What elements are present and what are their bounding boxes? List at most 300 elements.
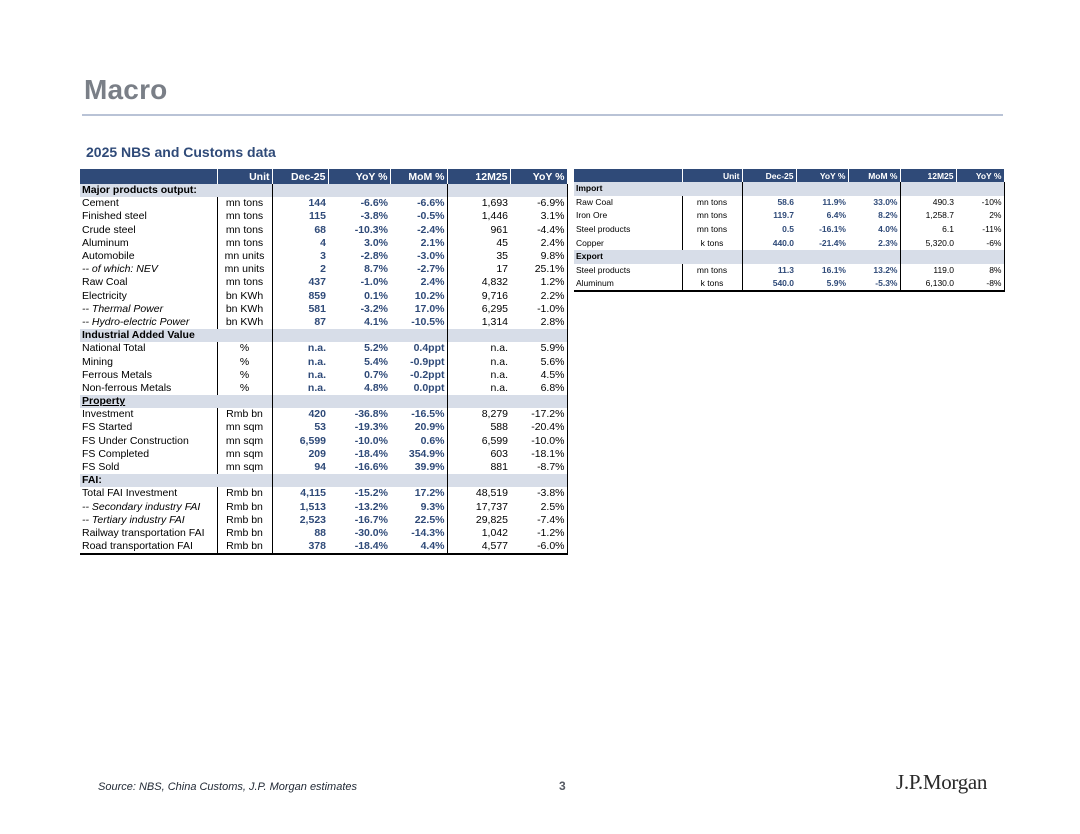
cell-yoy12: 5.6% bbox=[510, 355, 567, 368]
cell-dec: 2,523 bbox=[272, 514, 328, 527]
page-number: 3 bbox=[559, 779, 566, 793]
cell-unit: mn units bbox=[217, 263, 272, 276]
cell-yoy12: 2% bbox=[956, 209, 1004, 223]
table-row bbox=[80, 316, 567, 329]
table-row bbox=[80, 224, 567, 237]
cell-yoy: -2.8% bbox=[360, 250, 388, 263]
cell-yoy12: -6% bbox=[956, 236, 1004, 250]
section-header-row bbox=[574, 250, 1004, 264]
section-title: Industrial Added Value bbox=[80, 329, 272, 342]
header-cell: YoY % bbox=[796, 169, 848, 182]
cell-yoy12: -3.8% bbox=[510, 487, 567, 500]
cell-yoy12: -10% bbox=[956, 196, 1004, 210]
header-cell: Unit bbox=[682, 169, 742, 182]
cell-m12: 490.3 bbox=[900, 196, 956, 210]
section-fill-cell bbox=[742, 250, 796, 264]
cell-m12: 9,716 bbox=[447, 290, 510, 303]
cell-dec: 440.0 bbox=[742, 236, 796, 250]
table-row bbox=[80, 487, 567, 500]
cell-name: Railway transportation FAI bbox=[80, 527, 217, 540]
cell-dec: 378 bbox=[272, 540, 328, 554]
cell-yoy12: 2.8% bbox=[510, 316, 567, 329]
cell-yoy12: 1.2% bbox=[510, 276, 567, 289]
cell-unit: mn tons bbox=[217, 276, 272, 289]
cell-unit: mn tons bbox=[682, 209, 742, 223]
cell-name: Total FAI Investment bbox=[80, 487, 217, 500]
table-row bbox=[574, 264, 1004, 278]
section-fill-cell bbox=[272, 395, 328, 408]
cell-m12: 1,258.7 bbox=[900, 209, 956, 223]
section-fill-cell bbox=[328, 184, 390, 197]
cell-m12: n.a. bbox=[447, 382, 510, 395]
cell-m12: 881 bbox=[447, 461, 510, 474]
section-fill-cell bbox=[848, 250, 900, 264]
section-fill-cell bbox=[447, 395, 510, 408]
cell-yoy: -16.7% bbox=[354, 513, 388, 526]
cell-dec: 6,599 bbox=[272, 435, 328, 448]
cell-unit: Rmb bn bbox=[217, 527, 272, 540]
cell-name: FS Under Construction bbox=[80, 435, 217, 448]
cell-mom: 10.2% bbox=[390, 290, 447, 303]
cell-dec: n.a. bbox=[272, 342, 328, 355]
section-header-row bbox=[80, 329, 567, 342]
section-title: Major products output: bbox=[80, 184, 272, 197]
table-row bbox=[574, 196, 1004, 210]
cell-mom: 13.2% bbox=[848, 264, 900, 278]
source-note: Source: NBS, China Customs, J.P. Morgan estimates bbox=[98, 781, 358, 793]
cell-mom: 17.2% bbox=[390, 487, 447, 500]
cell-m12: 119.0 bbox=[900, 264, 956, 278]
table-body bbox=[574, 182, 1004, 291]
section-fill-cell bbox=[390, 329, 447, 342]
cell-name: Iron Ore bbox=[574, 209, 682, 223]
cell-m12: 588 bbox=[447, 421, 510, 434]
cell-dec: 0.5 bbox=[742, 223, 796, 237]
table-body bbox=[80, 184, 567, 554]
cell-unit: Rmb bn bbox=[217, 540, 272, 554]
cell-mom: -6.6% bbox=[390, 197, 447, 210]
cell-name: Automobile bbox=[80, 250, 217, 263]
cell-m12: 4,832 bbox=[447, 276, 510, 289]
cell-mom: -14.3% bbox=[390, 527, 447, 540]
header-cell: MoM % bbox=[390, 169, 447, 184]
cell-unit: mn tons bbox=[217, 237, 272, 250]
table-row bbox=[80, 237, 567, 250]
section-fill-cell bbox=[900, 182, 956, 196]
cell-dec: n.a. bbox=[272, 369, 328, 382]
cell-yoy: -16.1% bbox=[819, 224, 846, 235]
section-subtitle: 2025 NBS and Customs data bbox=[86, 144, 276, 160]
cell-dec: 1,513 bbox=[272, 501, 328, 514]
table-row bbox=[80, 276, 567, 289]
cell-yoy: -6.6% bbox=[360, 197, 388, 210]
cell-mom: 2.4% bbox=[390, 276, 447, 289]
cell-yoy: -15.2% bbox=[354, 487, 388, 500]
header-cell: YoY % bbox=[510, 169, 567, 184]
section-fill-cell bbox=[796, 250, 848, 264]
page-title: Macro bbox=[84, 74, 168, 105]
cell-m12: 6,130.0 bbox=[900, 277, 956, 291]
cell-yoy: -13.2% bbox=[354, 500, 388, 513]
section-fill-cell bbox=[900, 250, 956, 264]
cell-yoy: 4.1% bbox=[364, 315, 388, 328]
cell-m12: 1,693 bbox=[447, 197, 510, 210]
cell-mom: 8.2% bbox=[848, 209, 900, 223]
cell-mom: -0.5% bbox=[390, 210, 447, 223]
cell-yoy12: -8% bbox=[956, 277, 1004, 291]
nbs-data-table bbox=[80, 169, 568, 555]
cell-unit: mn sqm bbox=[217, 461, 272, 474]
section-title: Import bbox=[574, 182, 742, 196]
cell-yoy: -3.2% bbox=[360, 302, 388, 315]
cell-yoy: 5.4% bbox=[364, 355, 388, 368]
cell-m12: n.a. bbox=[447, 369, 510, 382]
jpmorgan-logo: J.P.Morgan bbox=[896, 770, 988, 794]
cell-m12: 8,279 bbox=[447, 408, 510, 421]
cell-dec: 11.3 bbox=[742, 264, 796, 278]
cell-unit: bn KWh bbox=[217, 290, 272, 303]
cell-name: Crude steel bbox=[80, 224, 217, 237]
cell-unit: mn tons bbox=[217, 197, 272, 210]
section-fill-cell bbox=[390, 474, 447, 487]
cell-unit: mn units bbox=[217, 250, 272, 263]
cell-yoy: -36.8% bbox=[354, 408, 388, 421]
cell-name: Aluminum bbox=[80, 237, 217, 250]
cell-dec: n.a. bbox=[272, 355, 328, 368]
table-row bbox=[574, 209, 1004, 223]
cell-unit: mn sqm bbox=[217, 421, 272, 434]
table-row bbox=[80, 303, 567, 316]
cell-mom: 4.4% bbox=[390, 540, 447, 554]
cell-yoy12: -6.0% bbox=[510, 540, 567, 554]
cell-dec: 94 bbox=[272, 461, 328, 474]
cell-m12: 603 bbox=[447, 448, 510, 461]
cell-yoy: -18.4% bbox=[328, 540, 390, 554]
header-cell bbox=[574, 169, 682, 182]
cell-mom: -10.5% bbox=[390, 316, 447, 329]
table-row bbox=[80, 250, 567, 263]
cell-yoy: -3.8% bbox=[360, 210, 388, 223]
cell-unit: mn tons bbox=[217, 224, 272, 237]
cell-dec: 87 bbox=[272, 316, 328, 329]
section-fill-cell bbox=[447, 329, 510, 342]
cell-m12: 45 bbox=[447, 237, 510, 250]
section-fill-cell bbox=[956, 182, 1004, 196]
cell-yoy: -21.4% bbox=[819, 237, 846, 248]
cell-unit: bn KWh bbox=[217, 316, 272, 329]
section-fill-cell bbox=[447, 474, 510, 487]
cell-m12: n.a. bbox=[447, 342, 510, 355]
cell-dec: 53 bbox=[272, 421, 328, 434]
cell-name: -- Tertiary industry FAI bbox=[80, 514, 217, 527]
header-cell: YoY % bbox=[328, 169, 390, 184]
cell-name: Copper bbox=[574, 236, 682, 250]
cell-yoy: -10.3% bbox=[354, 223, 388, 236]
cell-mom: -0.2ppt bbox=[390, 369, 447, 382]
cell-dec: 119.7 bbox=[742, 209, 796, 223]
section-fill-cell bbox=[848, 182, 900, 196]
cell-m12: 29,825 bbox=[447, 514, 510, 527]
cell-unit: Rmb bn bbox=[217, 487, 272, 500]
cell-name: -- of which: NEV bbox=[80, 263, 217, 276]
cell-dec: 144 bbox=[272, 197, 328, 210]
cell-yoy12: 8% bbox=[956, 264, 1004, 278]
cell-name: Steel products bbox=[574, 223, 682, 237]
table-row bbox=[80, 408, 567, 421]
table-row bbox=[80, 355, 567, 368]
cell-dec: 437 bbox=[272, 276, 328, 289]
cell-name: -- Thermal Power bbox=[80, 303, 217, 316]
header-cell: Dec-25 bbox=[742, 169, 796, 182]
cell-unit: bn KWh bbox=[217, 303, 272, 316]
cell-yoy: 4.8% bbox=[364, 381, 388, 394]
section-header-row bbox=[80, 184, 567, 197]
cell-yoy: 16.1% bbox=[821, 264, 846, 275]
cell-m12: 5,320.0 bbox=[900, 236, 956, 250]
section-fill-cell bbox=[742, 182, 796, 196]
section-title: FAI: bbox=[80, 474, 272, 487]
cell-mom: 0.4ppt bbox=[390, 342, 447, 355]
cell-mom: 354.9% bbox=[390, 448, 447, 461]
section-fill-cell bbox=[272, 329, 328, 342]
table-row bbox=[80, 448, 567, 461]
cell-name: -- Secondary industry FAI bbox=[80, 501, 217, 514]
cell-m12: 1,446 bbox=[447, 210, 510, 223]
cell-yoy12: -8.7% bbox=[510, 461, 567, 474]
section-fill-cell bbox=[510, 184, 567, 197]
section-title: Export bbox=[574, 250, 742, 264]
section-fill-cell bbox=[328, 474, 390, 487]
cell-name: Steel products bbox=[574, 264, 682, 278]
cell-m12: 17 bbox=[447, 263, 510, 276]
cell-unit: % bbox=[217, 369, 272, 382]
cell-name: FS Started bbox=[80, 421, 217, 434]
section-fill-cell bbox=[447, 184, 510, 197]
cell-yoy: 0.7% bbox=[364, 368, 388, 381]
table-row bbox=[574, 236, 1004, 250]
cell-dec: 88 bbox=[272, 527, 328, 540]
cell-mom: 33.0% bbox=[848, 196, 900, 210]
cell-dec: 2 bbox=[272, 263, 328, 276]
cell-m12: 1,314 bbox=[447, 316, 510, 329]
cell-yoy12: -17.2% bbox=[510, 408, 567, 421]
cell-m12: n.a. bbox=[447, 355, 510, 368]
cell-mom: -3.0% bbox=[390, 250, 447, 263]
cell-mom: 0.0ppt bbox=[390, 382, 447, 395]
section-fill-cell bbox=[272, 184, 328, 197]
cell-yoy12: -20.4% bbox=[510, 421, 567, 434]
header-cell: 12M25 bbox=[447, 169, 510, 184]
cell-mom: -2.7% bbox=[390, 263, 447, 276]
cell-yoy12: -11% bbox=[956, 223, 1004, 237]
table-row bbox=[80, 382, 567, 395]
cell-mom: 22.5% bbox=[390, 514, 447, 527]
section-fill-cell bbox=[510, 395, 567, 408]
table-row bbox=[80, 514, 567, 527]
cell-name: Cement bbox=[80, 197, 217, 210]
cell-yoy12: -18.1% bbox=[510, 448, 567, 461]
cell-name: Mining bbox=[80, 355, 217, 368]
cell-unit: mn sqm bbox=[217, 435, 272, 448]
cell-mom: 17.0% bbox=[390, 303, 447, 316]
table-row bbox=[80, 263, 567, 276]
section-fill-cell bbox=[390, 395, 447, 408]
cell-name: FS Sold bbox=[80, 461, 217, 474]
section-fill-cell bbox=[390, 184, 447, 197]
cell-m12: 6.1 bbox=[900, 223, 956, 237]
section-fill-cell bbox=[510, 329, 567, 342]
cell-m12: 4,577 bbox=[447, 540, 510, 554]
cell-name: Ferrous Metals bbox=[80, 369, 217, 382]
table-row bbox=[80, 210, 567, 223]
table-row bbox=[80, 435, 567, 448]
cell-yoy12: -1.0% bbox=[510, 303, 567, 316]
header-cell: Dec-25 bbox=[272, 169, 328, 184]
table-header-row bbox=[574, 169, 1004, 182]
cell-yoy12: -6.9% bbox=[510, 197, 567, 210]
customs-data-table bbox=[574, 169, 1005, 292]
cell-unit: Rmb bn bbox=[217, 514, 272, 527]
cell-unit: k tons bbox=[682, 277, 742, 291]
cell-dec: 859 bbox=[272, 290, 328, 303]
header-cell bbox=[80, 169, 217, 184]
cell-name: Road transportation FAI bbox=[80, 540, 217, 554]
section-title: Property bbox=[80, 395, 272, 408]
cell-dec: 540.0 bbox=[742, 277, 796, 291]
cell-mom: 39.9% bbox=[390, 461, 447, 474]
cell-mom: -5.3% bbox=[848, 277, 900, 291]
cell-m12: 1,042 bbox=[447, 527, 510, 540]
cell-yoy: -30.0% bbox=[354, 526, 388, 539]
cell-yoy12: 25.1% bbox=[510, 263, 567, 276]
cell-name: Raw Coal bbox=[574, 196, 682, 210]
table-row bbox=[80, 501, 567, 514]
section-fill-cell bbox=[328, 329, 390, 342]
cell-name: Aluminum bbox=[574, 277, 682, 291]
cell-dec: 68 bbox=[272, 224, 328, 237]
cell-m12: 961 bbox=[447, 224, 510, 237]
cell-mom: 4.0% bbox=[848, 223, 900, 237]
section-fill-cell bbox=[796, 182, 848, 196]
cell-mom: 9.3% bbox=[390, 501, 447, 514]
header-cell: YoY % bbox=[956, 169, 1004, 182]
cell-yoy12: 4.5% bbox=[510, 369, 567, 382]
cell-name: Non-ferrous Metals bbox=[80, 382, 217, 395]
cell-dec: 3 bbox=[272, 250, 328, 263]
cell-yoy: 11.9% bbox=[822, 196, 846, 207]
cell-unit: mn tons bbox=[682, 264, 742, 278]
section-fill-cell bbox=[956, 250, 1004, 264]
table-row bbox=[80, 461, 567, 474]
header-cell: MoM % bbox=[848, 169, 900, 182]
cell-name: Electricity bbox=[80, 290, 217, 303]
cell-dec: 4,115 bbox=[272, 487, 328, 500]
cell-yoy12: -10.0% bbox=[510, 435, 567, 448]
cell-name: FS Completed bbox=[80, 448, 217, 461]
cell-mom: -2.4% bbox=[390, 224, 447, 237]
cell-yoy: 8.7% bbox=[364, 263, 388, 276]
cell-yoy12: 3.1% bbox=[510, 210, 567, 223]
cell-yoy: 5.9% bbox=[796, 277, 848, 291]
table-row bbox=[80, 369, 567, 382]
cell-yoy12: 6.8% bbox=[510, 382, 567, 395]
cell-m12: 35 bbox=[447, 250, 510, 263]
cell-name: -- Hydro-electric Power bbox=[80, 316, 217, 329]
cell-yoy12: -4.4% bbox=[510, 224, 567, 237]
cell-yoy12: 5.9% bbox=[510, 342, 567, 355]
table-row bbox=[80, 540, 567, 554]
cell-m12: 17,737 bbox=[447, 501, 510, 514]
cell-mom: -16.5% bbox=[390, 408, 447, 421]
cell-unit: mn sqm bbox=[217, 448, 272, 461]
cell-dec: 581 bbox=[272, 303, 328, 316]
cell-dec: 115 bbox=[272, 210, 328, 223]
cell-yoy: 6.4% bbox=[826, 210, 846, 221]
table-row bbox=[80, 197, 567, 210]
section-fill-cell bbox=[328, 395, 390, 408]
cell-yoy: -19.3% bbox=[354, 421, 388, 434]
table-row bbox=[574, 223, 1004, 237]
section-fill-cell bbox=[272, 474, 328, 487]
cell-name: Investment bbox=[80, 408, 217, 421]
cell-dec: 58.6 bbox=[742, 196, 796, 210]
cell-yoy: -10.0% bbox=[354, 434, 388, 447]
table-row bbox=[80, 527, 567, 540]
cell-unit: Rmb bn bbox=[217, 408, 272, 421]
header-cell: Unit bbox=[217, 169, 272, 184]
cell-mom: 2.3% bbox=[848, 236, 900, 250]
cell-dec: 4 bbox=[272, 237, 328, 250]
cell-dec: 209 bbox=[272, 448, 328, 461]
cell-yoy: 5.2% bbox=[364, 342, 388, 355]
header-cell: 12M25 bbox=[900, 169, 956, 182]
cell-name: Finished steel bbox=[80, 210, 217, 223]
cell-yoy12: -1.2% bbox=[510, 527, 567, 540]
cell-unit: Rmb bn bbox=[217, 501, 272, 514]
cell-unit: % bbox=[217, 342, 272, 355]
cell-yoy12: 2.5% bbox=[510, 501, 567, 514]
cell-m12: 6,295 bbox=[447, 303, 510, 316]
cell-mom: 20.9% bbox=[390, 421, 447, 434]
table-header-row bbox=[80, 169, 567, 184]
table-row bbox=[80, 290, 567, 303]
cell-unit: % bbox=[217, 382, 272, 395]
section-fill-cell bbox=[510, 474, 567, 487]
cell-yoy12: 9.8% bbox=[510, 250, 567, 263]
cell-unit: mn tons bbox=[682, 223, 742, 237]
table-row bbox=[80, 421, 567, 434]
section-header-row bbox=[80, 395, 567, 408]
cell-yoy12: -7.4% bbox=[510, 514, 567, 527]
cell-name: Raw Coal bbox=[80, 276, 217, 289]
cell-dec: n.a. bbox=[272, 382, 328, 395]
section-header-row bbox=[574, 182, 1004, 196]
cell-yoy: -16.6% bbox=[354, 461, 388, 474]
table-row bbox=[80, 342, 567, 355]
cell-m12: 6,599 bbox=[447, 435, 510, 448]
cell-yoy: -1.0% bbox=[360, 276, 388, 289]
cell-yoy12: 2.2% bbox=[510, 290, 567, 303]
cell-yoy: 3.0% bbox=[364, 236, 388, 249]
cell-mom: 2.1% bbox=[390, 237, 447, 250]
cell-name: National Total bbox=[80, 342, 217, 355]
title-divider bbox=[82, 114, 1003, 116]
cell-m12: 48,519 bbox=[447, 487, 510, 500]
cell-yoy12: 2.4% bbox=[510, 237, 567, 250]
cell-mom: -0.9ppt bbox=[390, 355, 447, 368]
cell-yoy: -18.4% bbox=[354, 447, 388, 460]
cell-dec: 420 bbox=[272, 408, 328, 421]
